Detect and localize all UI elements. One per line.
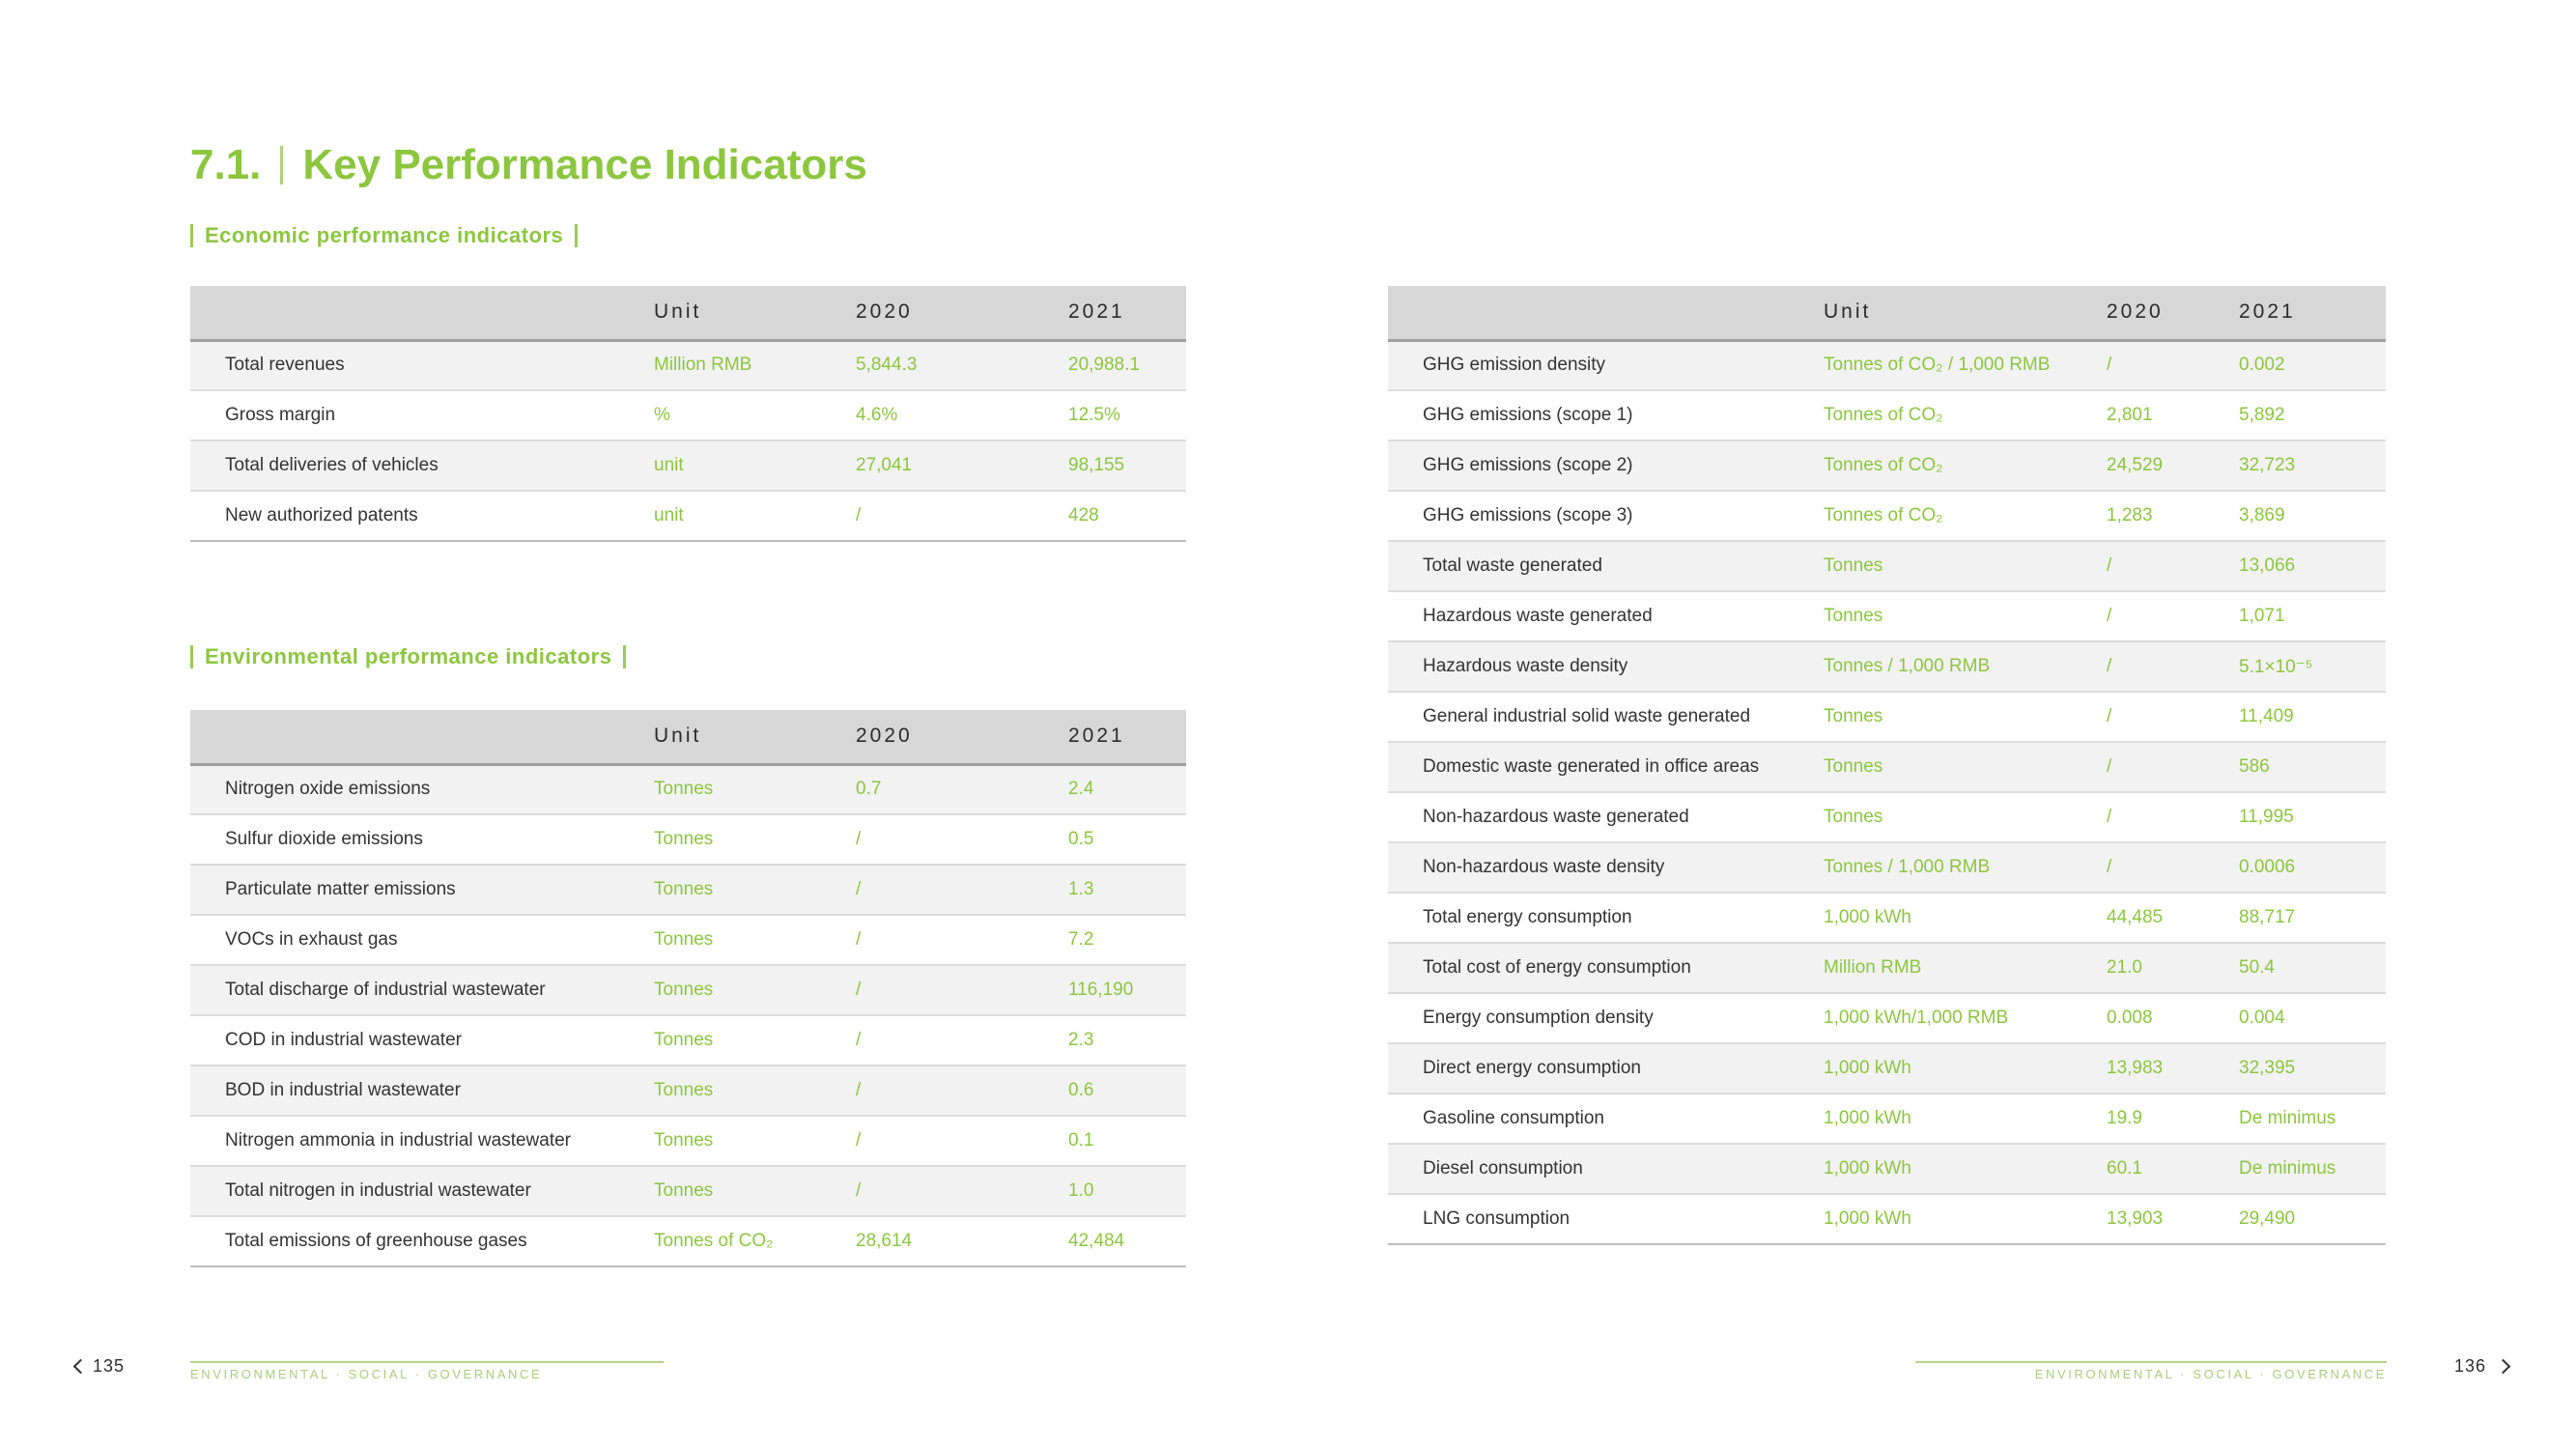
unit-cell: 1,000 kWh [1824, 1094, 2107, 1144]
footer-tagline-left: ENVIRONMENTAL · SOCIAL · GOVERNANCE [190, 1367, 543, 1381]
value-2020: 0.008 [2107, 993, 2239, 1043]
unit-cell: 1,000 kWh [1824, 1043, 2107, 1094]
indicator-label: Sulfur dioxide emissions [190, 814, 654, 865]
table-row [1388, 1043, 2386, 1094]
value-2020: / [2107, 541, 2239, 591]
subtitle-bar [623, 645, 626, 668]
indicator-label: Domestic waste generated in office areas [1388, 742, 1824, 792]
title-divider [280, 146, 283, 185]
table-row [190, 1216, 1186, 1266]
unit-cell: Tonnes of CO₂ [1824, 491, 2107, 541]
indicator-label: General industrial solid waste generated [1388, 692, 1824, 742]
economic-indicators-table [190, 286, 1186, 542]
value-2020: / [856, 1065, 1068, 1116]
value-2021: 98,155 [1068, 440, 1186, 491]
empty-header-cell [190, 710, 654, 764]
page-number-right: 136 [2454, 1356, 2487, 1376]
table-row [1388, 893, 2386, 943]
indicator-label: Hazardous waste generated [1388, 591, 1824, 641]
value-2021: 0.1 [1068, 1116, 1186, 1166]
environmental-indicators-table-right [1388, 286, 2386, 1245]
unit-cell: Tonnes [654, 1166, 856, 1216]
empty-header-cell [1388, 286, 1824, 340]
unit-cell: unit [654, 440, 856, 491]
table-row [190, 764, 1186, 814]
table-row [1388, 692, 2386, 742]
table-row [1388, 641, 2386, 692]
indicator-label: Nitrogen oxide emissions [190, 764, 654, 814]
value-2020: / [856, 915, 1068, 965]
subtitle-environmental [190, 644, 626, 669]
table-row [190, 814, 1186, 865]
indicator-label: VOCs in exhaust gas [190, 915, 654, 965]
table-row [190, 340, 1186, 390]
footer-rule [1915, 1361, 2387, 1363]
table-row [1388, 440, 2386, 491]
value-2020: / [856, 491, 1068, 541]
value-2020: / [856, 865, 1068, 915]
value-2021: 586 [2239, 742, 2386, 792]
unit-cell: % [654, 390, 856, 440]
unit-cell: Tonnes [654, 915, 856, 965]
indicator-label: Particulate matter emissions [190, 865, 654, 915]
indicator-label: Nitrogen ammonia in industrial wastewater [190, 1116, 654, 1166]
value-2021: 0.0006 [2239, 842, 2386, 893]
page-title [190, 141, 867, 189]
value-2021: 2.3 [1068, 1015, 1186, 1065]
value-2021: 42,484 [1068, 1216, 1186, 1266]
indicator-label: Hazardous waste density [1388, 641, 1824, 692]
value-2020: 19.9 [2107, 1094, 2239, 1144]
value-2021: 2.4 [1068, 764, 1186, 814]
indicator-label: GHG emission density [1388, 340, 1824, 390]
unit-cell: Tonnes / 1,000 RMB [1824, 842, 2107, 893]
value-2020: / [856, 965, 1068, 1015]
subtitle-bar [190, 645, 193, 668]
table-row [190, 1116, 1186, 1166]
value-2020: / [2107, 340, 2239, 390]
chevron-right-icon [2496, 1359, 2511, 1375]
indicator-label: Total emissions of greenhouse gases [190, 1216, 654, 1266]
unit-cell: Tonnes [1824, 541, 2107, 591]
value-2021: 13,066 [2239, 541, 2386, 591]
value-2020: / [856, 1116, 1068, 1166]
page-number-left: 135 [93, 1356, 126, 1376]
table-row [1388, 591, 2386, 641]
unit-cell: 1,000 kWh [1824, 893, 2107, 943]
unit-cell: 1,000 kWh/1,000 RMB [1824, 993, 2107, 1043]
table-row [1388, 390, 2386, 440]
table-row [190, 1015, 1186, 1065]
value-2020: 2,801 [2107, 390, 2239, 440]
value-2021: 5.1×10⁻⁵ [2239, 641, 2386, 692]
unit-cell: 1,000 kWh [1824, 1194, 2107, 1244]
table-row [190, 491, 1186, 541]
value-2020: 0.7 [856, 764, 1068, 814]
footer-rule [190, 1361, 664, 1363]
value-2021: 88,717 [2239, 893, 2386, 943]
value-2021: 0.6 [1068, 1065, 1186, 1116]
unit-cell: 1,000 kWh [1824, 1144, 2107, 1194]
table-header-row [190, 710, 1186, 764]
indicator-label: Non-hazardous waste density [1388, 842, 1824, 893]
table-row [1388, 1094, 2386, 1144]
indicator-label: Non-hazardous waste generated [1388, 792, 1824, 842]
value-2020: 21.0 [2107, 943, 2239, 993]
indicator-label: GHG emissions (scope 1) [1388, 390, 1824, 440]
unit-cell: Tonnes of CO₂ [654, 1216, 856, 1266]
value-2021: 32,395 [2239, 1043, 2386, 1094]
unit-cell: Tonnes [1824, 742, 2107, 792]
section-number: 7.1. [190, 141, 262, 188]
table-row [1388, 943, 2386, 993]
value-2020: 27,041 [856, 440, 1068, 491]
value-2021: 1.0 [1068, 1166, 1186, 1216]
value-2021: 20,988.1 [1068, 340, 1186, 390]
value-2021: 1,071 [2239, 591, 2386, 641]
footer-tagline-right: ENVIRONMENTAL · SOCIAL · GOVERNANCE [2034, 1367, 2387, 1381]
table-header-row [1388, 286, 2386, 340]
value-2020: 5,844.3 [856, 340, 1068, 390]
value-2021: 7.2 [1068, 915, 1186, 965]
unit-cell: Million RMB [654, 340, 856, 390]
subtitle-bar [190, 224, 193, 247]
indicator-label: Gross margin [190, 390, 654, 440]
indicator-label: Gasoline consumption [1388, 1094, 1824, 1144]
value-2020: 13,903 [2107, 1194, 2239, 1244]
table-row [190, 915, 1186, 965]
value-2021: 32,723 [2239, 440, 2386, 491]
indicator-label: BOD in industrial wastewater [190, 1065, 654, 1116]
section-title: Key Performance Indicators [302, 141, 867, 188]
unit-cell: Tonnes [1824, 692, 2107, 742]
value-2020: / [2107, 692, 2239, 742]
table-row [1388, 792, 2386, 842]
indicator-label: New authorized patents [190, 491, 654, 541]
unit-cell: Tonnes of CO₂ [1824, 440, 2107, 491]
year-2020-header: 2020 [856, 710, 1068, 764]
value-2021: De minimus [2239, 1094, 2386, 1144]
subtitle-environmental-label: Environmental performance indicators [205, 644, 612, 668]
unit-cell: Tonnes [654, 814, 856, 865]
year-2021-header: 2021 [1068, 710, 1186, 764]
unit-cell: Tonnes [654, 1065, 856, 1116]
value-2020: / [2107, 792, 2239, 842]
value-2021: 12.5% [1068, 390, 1186, 440]
value-2020: / [856, 1015, 1068, 1065]
year-2020-header: 2020 [2107, 286, 2239, 340]
indicator-label: COD in industrial wastewater [190, 1015, 654, 1065]
table-row [1388, 993, 2386, 1043]
unit-cell: Tonnes [1824, 792, 2107, 842]
table-row [1388, 842, 2386, 893]
value-2021: 5,892 [2239, 390, 2386, 440]
table-header-row [190, 286, 1186, 340]
indicator-label: Energy consumption density [1388, 993, 1824, 1043]
value-2021: 11,409 [2239, 692, 2386, 742]
indicator-label: GHG emissions (scope 3) [1388, 491, 1824, 541]
table-row [1388, 340, 2386, 390]
subtitle-bar [575, 224, 578, 247]
chevron-left-icon [73, 1359, 89, 1375]
indicator-label: LNG consumption [1388, 1194, 1824, 1244]
table-row [190, 965, 1186, 1015]
unit-cell: Tonnes [654, 865, 856, 915]
value-2020: 4.6% [856, 390, 1068, 440]
indicator-label: Total energy consumption [1388, 893, 1824, 943]
unit-cell: Tonnes [654, 1116, 856, 1166]
table-row [1388, 491, 2386, 541]
value-2020: 24,529 [2107, 440, 2239, 491]
subtitle-economic [190, 223, 578, 248]
value-2020: 60.1 [2107, 1144, 2239, 1194]
table-row [190, 1166, 1186, 1216]
unit-header: Unit [654, 286, 856, 340]
indicator-label: Total cost of energy consumption [1388, 943, 1824, 993]
indicator-label: Direct energy consumption [1388, 1043, 1824, 1094]
table-row [1388, 1144, 2386, 1194]
value-2021: De minimus [2239, 1144, 2386, 1194]
year-2021-header: 2021 [2239, 286, 2386, 340]
value-2020: / [856, 1166, 1068, 1216]
unit-cell: Million RMB [1824, 943, 2107, 993]
unit-cell: Tonnes [654, 764, 856, 814]
value-2020: / [2107, 742, 2239, 792]
unit-header: Unit [1824, 286, 2107, 340]
value-2020: / [856, 814, 1068, 865]
year-2021-header: 2021 [1068, 286, 1186, 340]
indicator-label: Diesel consumption [1388, 1144, 1824, 1194]
unit-header: Unit [654, 710, 856, 764]
value-2021: 50.4 [2239, 943, 2386, 993]
subtitle-economic-label: Economic performance indicators [205, 223, 564, 247]
indicator-label: GHG emissions (scope 2) [1388, 440, 1824, 491]
value-2021: 11,995 [2239, 792, 2386, 842]
value-2021: 0.002 [2239, 340, 2386, 390]
value-2020: / [2107, 591, 2239, 641]
unit-cell: Tonnes [654, 1015, 856, 1065]
value-2020: 44,485 [2107, 893, 2239, 943]
table-row [190, 440, 1186, 491]
value-2021: 3,869 [2239, 491, 2386, 541]
table-row [1388, 1194, 2386, 1244]
table-row [1388, 742, 2386, 792]
table-row [1388, 541, 2386, 591]
environmental-indicators-table-left [190, 710, 1186, 1267]
value-2021: 428 [1068, 491, 1186, 541]
value-2020: / [2107, 842, 2239, 893]
indicator-label: Total discharge of industrial wastewater [190, 965, 654, 1015]
year-2020-header: 2020 [856, 286, 1068, 340]
indicator-label: Total waste generated [1388, 541, 1824, 591]
value-2020: 13,983 [2107, 1043, 2239, 1094]
table-row [190, 390, 1186, 440]
unit-cell: Tonnes [1824, 591, 2107, 641]
value-2021: 116,190 [1068, 965, 1186, 1015]
value-2020: / [2107, 641, 2239, 692]
unit-cell: Tonnes / 1,000 RMB [1824, 641, 2107, 692]
indicator-label: Total deliveries of vehicles [190, 440, 654, 491]
value-2021: 0.5 [1068, 814, 1186, 865]
indicator-label: Total nitrogen in industrial wastewater [190, 1166, 654, 1216]
value-2020: 28,614 [856, 1216, 1068, 1266]
value-2021: 29,490 [2239, 1194, 2386, 1244]
unit-cell: Tonnes of CO₂ [1824, 390, 2107, 440]
unit-cell: Tonnes of CO₂ / 1,000 RMB [1824, 340, 2107, 390]
value-2020: 1,283 [2107, 491, 2239, 541]
indicator-label: Total revenues [190, 340, 654, 390]
unit-cell: Tonnes [654, 965, 856, 1015]
table-row [190, 1065, 1186, 1116]
empty-header-cell [190, 286, 654, 340]
value-2021: 0.004 [2239, 993, 2386, 1043]
value-2021: 1.3 [1068, 865, 1186, 915]
table-row [190, 865, 1186, 915]
unit-cell: unit [654, 491, 856, 541]
